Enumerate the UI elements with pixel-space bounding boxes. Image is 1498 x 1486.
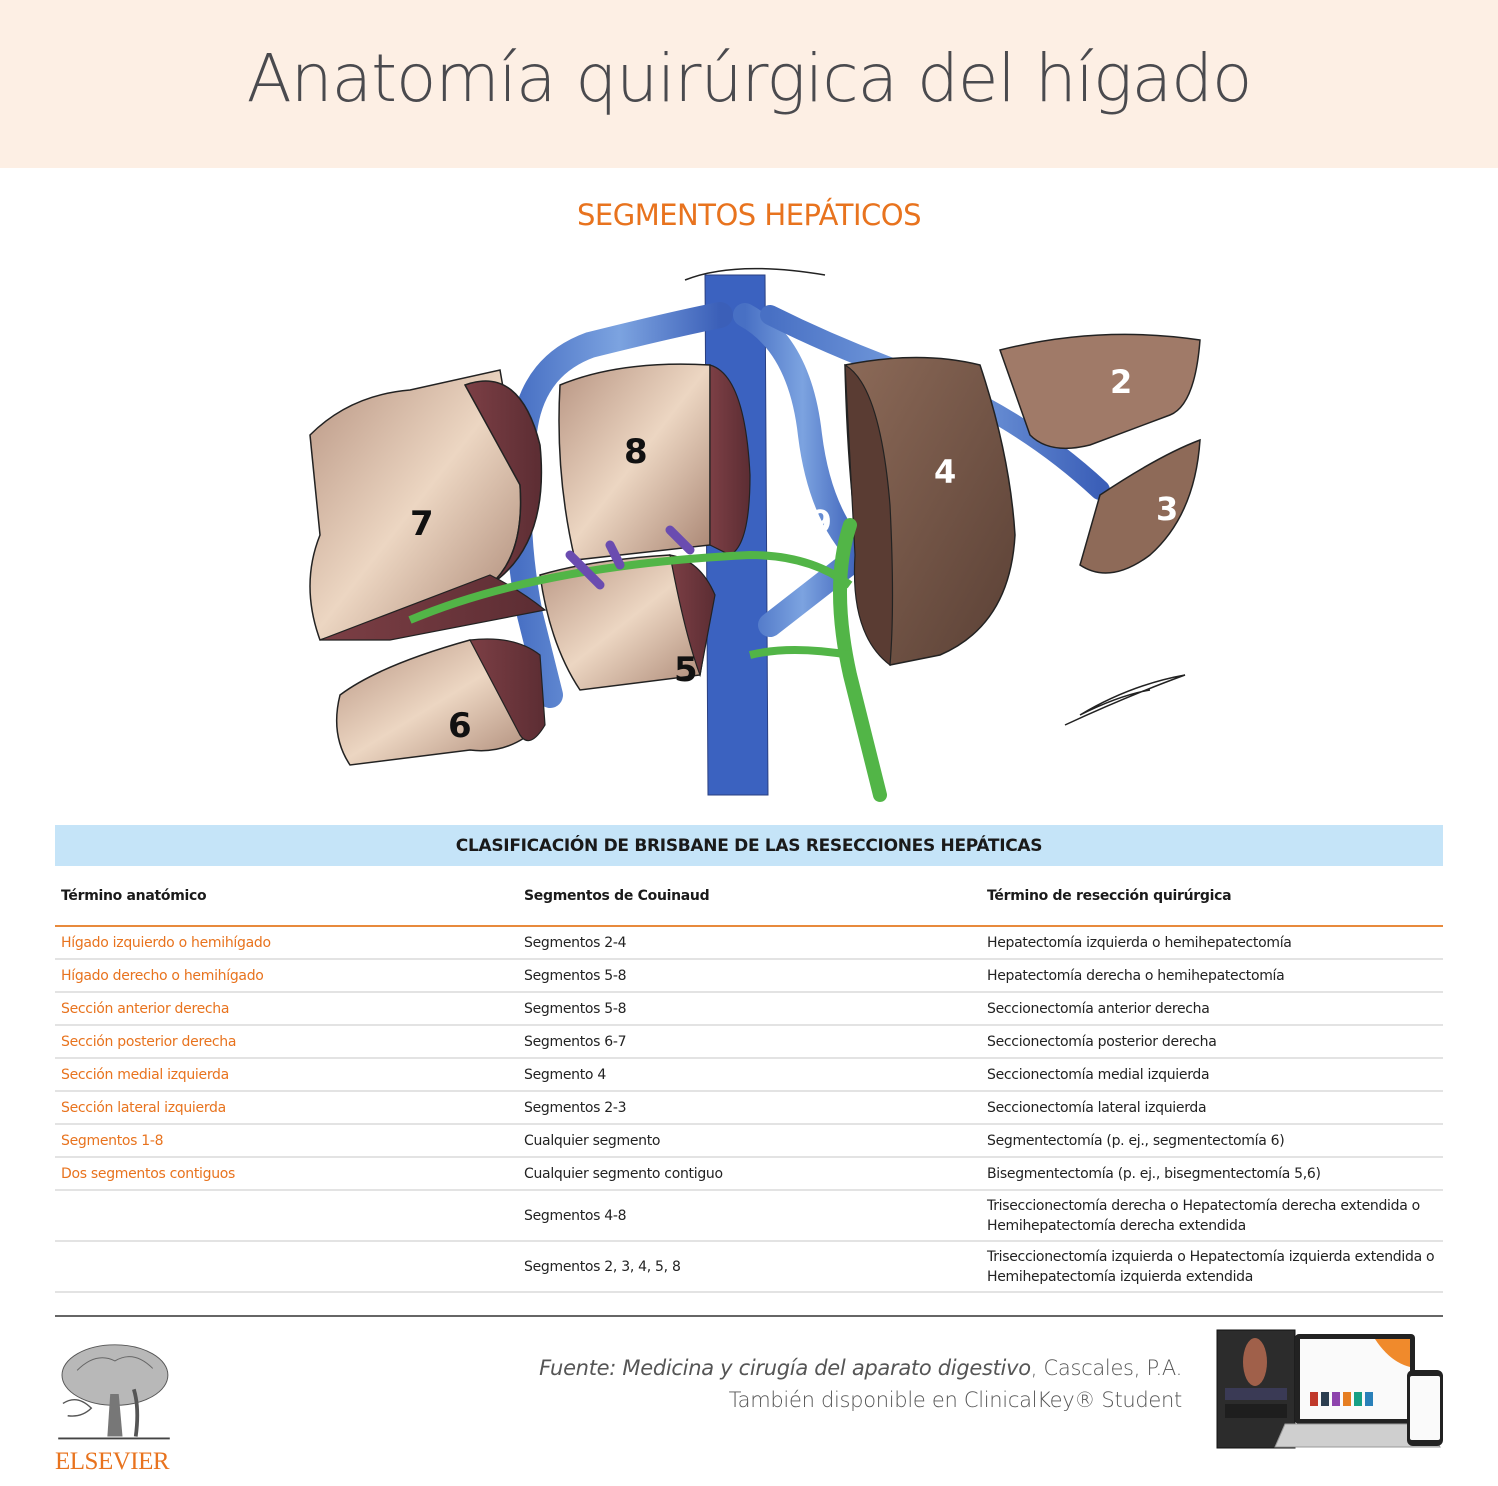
- devices-mockup-image: [1205, 1322, 1455, 1462]
- couinaud-cell: Segmentos 2-4: [518, 926, 981, 959]
- source-book-title: Medicina y cirugía del aparato digestivo: [622, 1356, 1031, 1380]
- table-row: [55, 1124, 1443, 1157]
- couinaud-cell: Segmento 4: [518, 1058, 981, 1091]
- table-row: [55, 992, 1443, 1025]
- source-author: , Cascales, P.A.: [1030, 1356, 1182, 1380]
- couinaud-cell: Segmentos 6-7: [518, 1025, 981, 1058]
- table-row: [55, 1058, 1443, 1091]
- table-row: [55, 1157, 1443, 1190]
- anatomic-term-cell: Sección posterior derecha: [55, 1025, 518, 1058]
- segment-label-7: 7: [410, 504, 434, 544]
- segment-label-2: 2: [1110, 363, 1133, 401]
- anatomic-term-cell: Hígado derecho o hemihígado: [55, 959, 518, 992]
- surgical-term-cell: Hepatectomía derecha o hemihepatectomía: [981, 959, 1443, 992]
- anatomic-term-cell: Dos segmentos contiguos: [55, 1157, 518, 1190]
- couinaud-cell: Segmentos 4-8: [518, 1190, 981, 1241]
- table-row: [55, 1025, 1443, 1058]
- source-line: [539, 1352, 1182, 1384]
- anatomic-term-cell: [55, 1241, 518, 1292]
- segment-label-6: 6: [448, 706, 472, 746]
- resection-table: [55, 866, 1443, 1293]
- figure-title: SEGMENTOS HEPÁTICOS: [576, 198, 921, 232]
- table-row: [55, 1091, 1443, 1124]
- column-header-surgical-term: Término de resección quirúrgica: [981, 866, 1443, 926]
- table-row: [55, 926, 1443, 959]
- anatomic-term-cell: Sección lateral izquierda: [55, 1091, 518, 1124]
- source-citation: [539, 1352, 1182, 1416]
- couinaud-cell: Segmentos 5-8: [518, 959, 981, 992]
- anatomic-term-cell: Segmentos 1-8: [55, 1124, 518, 1157]
- table-row: [55, 959, 1443, 992]
- segment-label-4: 4: [934, 453, 957, 491]
- header-band: [0, 0, 1498, 168]
- liver-segments-illustration: [290, 255, 1210, 810]
- couinaud-cell: Cualquier segmento contiguo: [518, 1157, 981, 1190]
- surgical-term-cell: Segmentectomía (p. ej., segmentectomía 6): [981, 1124, 1443, 1157]
- availability-line: También disponible en ClinicalKey® Student: [728, 1388, 1182, 1412]
- table-banner: CLASIFICACIÓN DE BRISBANE DE LAS RESECCIONES HEPÁTICAS: [55, 825, 1443, 866]
- surgical-term-cell: Seccionectomía medial izquierda: [981, 1058, 1443, 1091]
- segment-label-1-9: 1, 9: [764, 503, 832, 541]
- anatomic-term-cell: Sección medial izquierda: [55, 1058, 518, 1091]
- couinaud-cell: Segmentos 5-8: [518, 992, 981, 1025]
- elsevier-wordmark: ELSEVIER: [55, 1448, 170, 1475]
- couinaud-cell: Cualquier segmento: [518, 1124, 981, 1157]
- table-row: [55, 1190, 1443, 1241]
- surgical-term-cell: Bisegmentectomía (p. ej., bisegmentectomía 5,6): [981, 1157, 1443, 1190]
- page-title: Anatomía quirúrgica del hígado: [246, 39, 1252, 117]
- surgical-term-cell: Hepatectomía izquierda o hemihepatectomía: [981, 926, 1443, 959]
- surgical-term-cell: Triseccionectomía derecha o Hepatectomía derecha extendida o Hemihepatectomía derecha extendida: [981, 1190, 1443, 1241]
- couinaud-cell: Segmentos 2-3: [518, 1091, 981, 1124]
- anatomic-term-cell: Hígado izquierdo o hemihígado: [55, 926, 518, 959]
- table-row: [55, 1241, 1443, 1292]
- couinaud-cell: Segmentos 2, 3, 4, 5, 8: [518, 1241, 981, 1292]
- source-prefix: Fuente:: [539, 1356, 623, 1380]
- segment-label-3: 3: [1156, 490, 1179, 528]
- segment-label-8: 8: [624, 432, 648, 472]
- column-header-couinaud-segments: Segmentos de Couinaud: [518, 866, 981, 926]
- anatomic-term-cell: [55, 1190, 518, 1241]
- footer-divider: [55, 1315, 1443, 1317]
- table-header-row: [55, 866, 1443, 926]
- brisbane-classification-table: [55, 825, 1443, 1293]
- surgical-term-cell: Seccionectomía lateral izquierda: [981, 1091, 1443, 1124]
- surgical-term-cell: Seccionectomía posterior derecha: [981, 1025, 1443, 1058]
- segment-label-5: 5: [674, 650, 698, 690]
- surgical-term-cell: Seccionectomía anterior derecha: [981, 992, 1443, 1025]
- surgical-term-cell: Triseccionectomía izquierda o Hepatectomía izquierda extendida o Hemihepatectomía izquierda extendida: [981, 1241, 1443, 1292]
- anatomic-term-cell: Sección anterior derecha: [55, 992, 518, 1025]
- column-header-anatomic-term: Término anatómico: [55, 866, 518, 926]
